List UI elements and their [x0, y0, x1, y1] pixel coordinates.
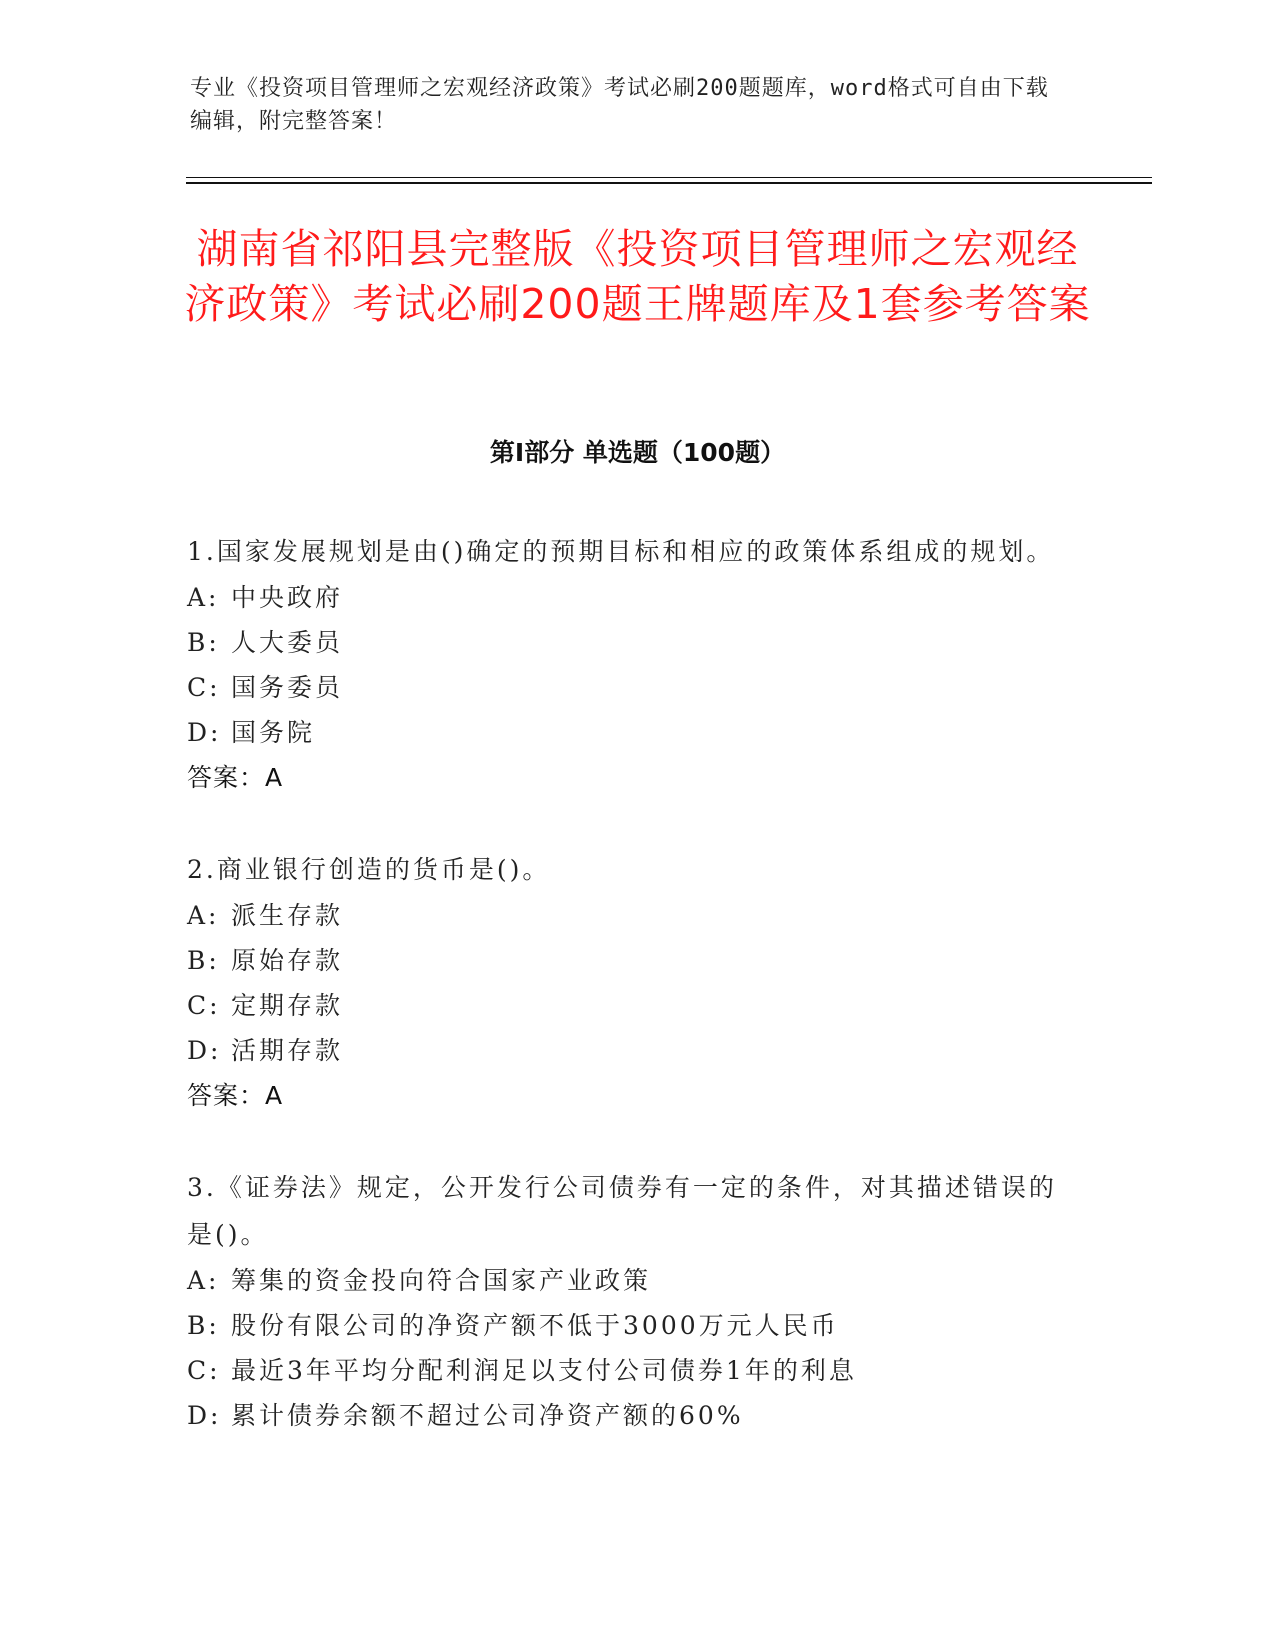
question-stem: 2.商业银行创造的货币是()。 — [187, 855, 551, 884]
option-text: 筹集的资金投向符合国家产业政策 — [231, 1266, 652, 1295]
question-1 — [187, 528, 1067, 801]
option-text: 累计债券余额不超过公司净资产额的60% — [231, 1401, 744, 1430]
option-key: A: — [187, 1266, 220, 1295]
option-text: 派生存款 — [231, 901, 344, 930]
question-list — [187, 528, 1067, 1483]
option-key: D: — [187, 1036, 222, 1065]
question-3 — [187, 1164, 1067, 1438]
option-text: 股份有限公司的净资产额不低于3000万元人民币 — [231, 1311, 839, 1340]
option-d — [187, 1393, 1067, 1438]
option-text: 人大委员 — [231, 628, 344, 657]
option-text: 中央政府 — [231, 583, 344, 612]
option-key: B: — [187, 946, 220, 975]
option-d — [187, 1028, 1067, 1073]
option-key: A: — [187, 901, 220, 930]
option-b — [187, 1303, 1067, 1348]
option-c — [187, 665, 1067, 710]
option-a — [187, 1258, 1067, 1303]
option-a — [187, 575, 1067, 620]
option-text: 定期存款 — [231, 991, 344, 1020]
option-key: D: — [187, 718, 222, 747]
answer-line: 答案：A — [187, 763, 284, 792]
question-2 — [187, 846, 1067, 1119]
option-key: C: — [187, 1356, 221, 1385]
header-divider-thin — [186, 177, 1152, 178]
option-key: D: — [187, 1401, 222, 1430]
option-d — [187, 710, 1067, 755]
option-key: B: — [187, 628, 220, 657]
question-stem: 3.《证券法》规定，公开发行公司债券有一定的条件，对其描述错误的是()。 — [187, 1173, 1057, 1249]
option-a — [187, 893, 1067, 938]
header-divider-thick — [186, 182, 1152, 184]
option-key: A: — [187, 583, 220, 612]
answer-line: 答案：A — [187, 1081, 284, 1110]
question-stem: 1.国家发展规划是由()确定的预期目标和相应的政策体系组成的规划。 — [187, 537, 1055, 566]
option-c — [187, 1348, 1067, 1393]
option-key: B: — [187, 1311, 220, 1340]
header-note: 专业《投资项目管理师之宏观经济政策》考试必刷200题题库，word格式可自由下载编辑，附完整答案！ — [190, 76, 1049, 134]
option-b — [187, 938, 1067, 983]
option-b — [187, 620, 1067, 665]
option-text: 原始存款 — [231, 946, 344, 975]
option-key: C: — [187, 991, 221, 1020]
option-c — [187, 983, 1067, 1028]
document-title: 湖南省祁阳县完整版《投资项目管理师之宏观经济政策》考试必刷200题王牌题库及1套参考答案 — [184, 225, 1091, 328]
option-text: 国务院 — [231, 718, 316, 747]
option-text: 最近3年平均分配利润足以支付公司债券1年的利息 — [231, 1356, 857, 1385]
section-title: 第I部分 单选题（100题） — [489, 438, 786, 467]
option-text: 国务委员 — [231, 673, 344, 702]
option-text: 活期存款 — [231, 1036, 344, 1065]
option-key: C: — [187, 673, 221, 702]
